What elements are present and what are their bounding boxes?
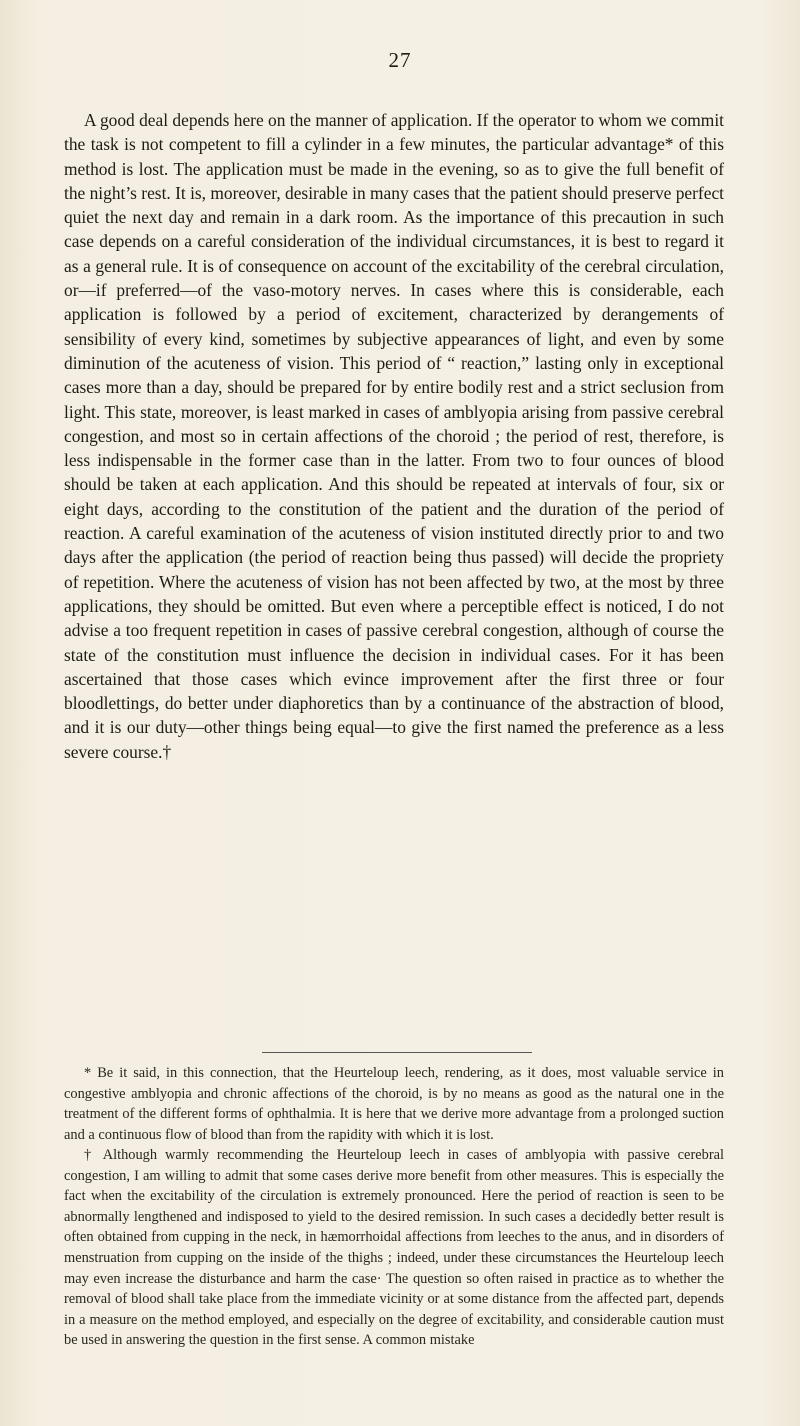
footnote-asterisk: * Be it said, in this connection, that the Heurteloup leech, rendering, as it does, most valuable service in congestive amblyopia and chronic affections of the choroid, is by no means as good as the natural one in the treatment of the different forms of ophthalmia. It is here that we derive more advantage from a prolonged suction and a continuous flow of blood than from the rapidity with which it is lost. xyxy=(64,1065,724,1143)
footnote-divider xyxy=(262,1052,532,1053)
page-number: 27 xyxy=(388,48,412,72)
footnote-dagger: † Although warmly recommending the Heurteloup leech in cases of amblyopia with passive cerebral congestion, I am willing to admit that some cases derive more benefit from other measures. This is especially the fact when the excitability of the circulation is extremely pronounced. Here the period of reaction is seen to be abnormally lengthened and indisposed to yield to the desired remission. In such cases a decidedly better result is often obtained from cupping in the neck, in hæmorrhoidal affections from leeches to the anus, and in disorders of menstruation from cupping on the inside of the thighs ; indeed, under these circumstances the Heurteloup leech may even increase the disturbance and harm the case· The question so often raised in practice as to whether the removal of blood shall take place from the immediate vicinity or at some distance from the affected part, depends in a measure on the method employed, and especially on the degree of excitability, and considerable caution must be used in answering the question in the first sense. A common mistake xyxy=(64,1147,724,1349)
body-paragraph: A good deal depends here on the manner of application. If the operator to whom we commit the task is not competent to fill a cylinder in a few minutes, the particular advantage* of this method is lost. The application must be made in the evening, so as to give the full benefit of the night’s rest. It is, moreover, desirable in many cases that the patient should preserve perfect quiet the next day and remain in a dark room. As the importance of this precaution in such case depends on a careful consideration of the individual circumstances, it is best to regard it as a general rule. It is of consequence on account of the excitability of the cerebral circulation, or—if preferred—of the vaso-motory nerves. In cases where this is considerable, each application is followed by a period of excitement, characterized by derangements of sensibility of every kind, sometimes by subjective appearances of light, and even by some diminution of the acuteness of vision. This period of “ reaction,” lasting only in exceptional cases more than a day, should be prepared for by entire bodily rest and a strict seclusion from light. This state, moreover, is least marked in cases of amblyopia arising from passive cerebral congestion, and most so in certain affections of the choroid ; the period of rest, therefore, is less indispensable in the former case than in the latter. From two to four ounces of blood should be taken at each application. And this should be repeated at intervals of four, six or eight days, according to the constitution of the patient and the duration of the period of reaction. A careful examination of the acuteness of vision instituted directly prior to and two days after the application (the period of reaction being thus passed) will decide the propriety of repetition. Where the acuteness of vision has not been affected by two, at the most by three applications, they should be omitted. But even where a perceptible effect is noticed, I do not advise a too frequent repetition in cases of passive cerebral congestion, although of course the state of the constitution must influence the decision in individual cases. For it has been ascertained that those cases which evince improvement after the first three or four bloodlettings, do better under diaphoretics than by a continuance of the abstraction of blood, and it is our duty—other things being equal—to give the first named the preference as a less severe course.† xyxy=(64,110,724,762)
